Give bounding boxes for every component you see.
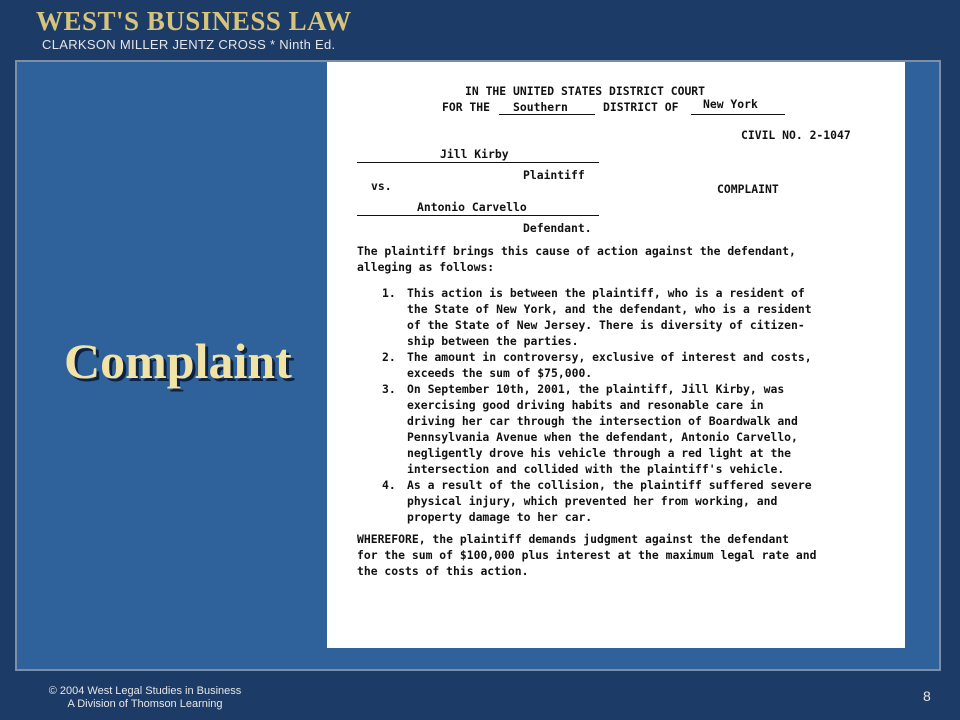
paragraph-line: exercising good driving habits and resonable care in bbox=[407, 398, 764, 412]
state-underline bbox=[691, 114, 785, 115]
defendant-underline bbox=[357, 215, 599, 216]
plaintiff-label: Plaintiff bbox=[523, 168, 585, 182]
document-type: COMPLAINT bbox=[717, 182, 779, 196]
civil-number: CIVIL NO. 2-1047 bbox=[741, 128, 851, 142]
paragraph-line: The amount in controversy, exclusive of interest and costs, bbox=[407, 350, 812, 364]
plaintiff-name: Jill Kirby bbox=[440, 147, 509, 161]
wherefore-line-3: the costs of this action. bbox=[357, 564, 529, 578]
district-underline bbox=[499, 114, 595, 115]
plaintiff-underline bbox=[357, 162, 599, 163]
defendant-name: Antonio Carvello bbox=[417, 200, 527, 214]
paragraph-line: intersection and collided with the plaintiff's vehicle. bbox=[407, 462, 785, 476]
copyright-line-1: © 2004 West Legal Studies in Business bbox=[48, 685, 242, 697]
court-district-label: DISTRICT OF bbox=[603, 100, 679, 114]
paragraph-line: As a result of the collision, the plaintiff suffered severe bbox=[407, 478, 812, 492]
paragraph-number: 2. bbox=[382, 350, 396, 364]
paragraph-number: 1. bbox=[382, 286, 396, 300]
paragraph-line: negligently drove his vehicle through a red light at the bbox=[407, 446, 792, 460]
paragraph-number: 3. bbox=[382, 382, 396, 396]
book-title: WEST'S BUSINESS LAW bbox=[36, 6, 352, 36]
defendant-label: Defendant. bbox=[523, 221, 592, 235]
wherefore-line-2: for the sum of $100,000 plus interest at the maximum legal rate and bbox=[357, 548, 817, 562]
intro-line-1: The plaintiff brings this cause of action against the defendant, bbox=[357, 244, 796, 258]
paragraph-line: On September 10th, 2001, the plaintiff, Jill Kirby, was bbox=[407, 382, 785, 396]
copyright-footer bbox=[0, 685, 290, 711]
paragraph-line: driving her car through the intersection of Boardwalk and bbox=[407, 414, 798, 428]
paragraph-number: 4. bbox=[382, 478, 396, 492]
book-authors-edition: CLARKSON MILLER JENTZ CROSS * Ninth Ed. bbox=[42, 37, 336, 52]
wherefore-line-1: WHEREFORE, the plaintiff demands judgment against the defendant bbox=[357, 532, 790, 546]
page-number: 8 bbox=[923, 688, 931, 704]
versus-label: vs. bbox=[371, 179, 392, 193]
court-for-label: FOR THE bbox=[442, 100, 491, 114]
paragraph-line: ship between the parties. bbox=[407, 334, 579, 348]
paragraph-line: physical injury, which prevented her from working, and bbox=[407, 494, 778, 508]
paragraph-line: exceeds the sum of $75,000. bbox=[407, 366, 593, 380]
paragraph-line: the State of New York, and the defendant, who is a resident bbox=[407, 302, 812, 316]
court-heading: IN THE UNITED STATES DISTRICT COURT bbox=[465, 84, 706, 98]
intro-line-2: alleging as follows: bbox=[357, 260, 495, 274]
paragraph-line: This action is between the plaintiff, who is a resident of bbox=[407, 286, 805, 300]
paragraph-line: property damage to her car. bbox=[407, 510, 593, 524]
copyright-line-2: A Division of Thomson Learning bbox=[67, 698, 223, 710]
slide-title: Complaint bbox=[64, 333, 292, 389]
paragraph-line: of the State of New Jersey. There is diversity of citizen- bbox=[407, 318, 805, 332]
complaint-document-image bbox=[327, 62, 905, 648]
court-district-value: Southern bbox=[513, 100, 568, 114]
paragraph-line: Pennsylvania Avenue when the defendant, Antonio Carvello, bbox=[407, 430, 798, 444]
court-state-value: New York bbox=[703, 97, 758, 111]
